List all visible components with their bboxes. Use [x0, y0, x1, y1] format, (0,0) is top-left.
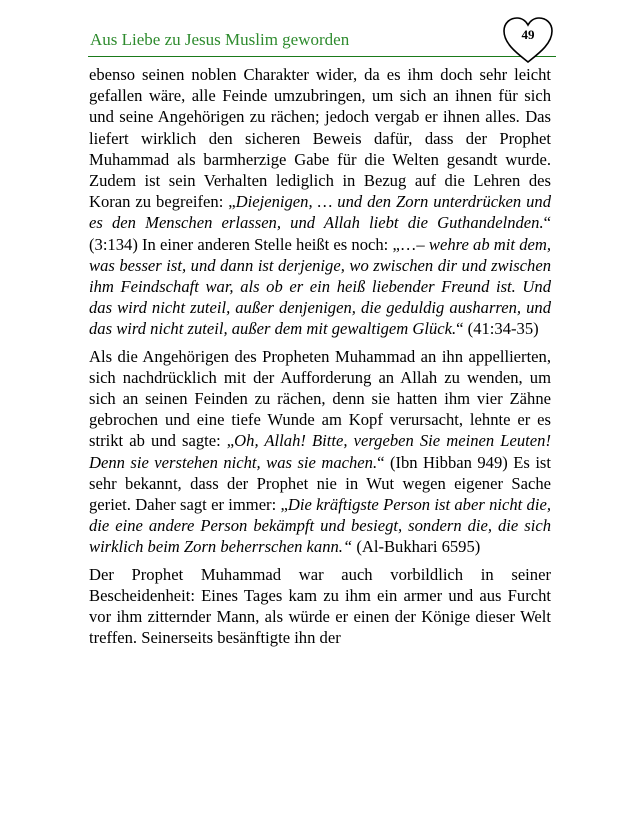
- running-header-title: Aus Liebe zu Jesus Muslim geworden: [90, 30, 350, 49]
- text-span: Als die Angehörigen des Propheten Muhammad an ihn appellierten, sich nachdrücklich mit der Aufforderung an Allah zu wenden, um sich an seinen Feinden zu rächen, denn sie hatten ihm vier Zähne gebrochen und eine tiefe Wunde am Kopf verursacht, lehnte er es strikt ab und sagte: „: [89, 346, 551, 451]
- page-number: 49: [521, 27, 535, 42]
- quote-span: Oh, Allah! Bitte, vergeben Sie meinen Leuten! Denn sie verstehen nicht, was sie machen.: [89, 431, 551, 472]
- text-span: “ (41:34-35): [456, 319, 539, 339]
- page-number-badge: [500, 16, 556, 66]
- body-text: [89, 64, 551, 654]
- header-divider: [88, 56, 556, 57]
- quote-span: Die kräftigste Person ist aber nicht die, die eine andere Person bekämpft und besiegt, sondern die, die sich wirklich beim Zorn beherrschen kann.“: [89, 495, 551, 557]
- text-span: (Al-Bukhari 6595): [352, 537, 481, 557]
- paragraph-3: [89, 564, 551, 649]
- quote-span: wehre ab mit dem, was besser ist, und dann ist derjenige, wo zwischen dir und zwischen ihm Feindschaft war, als ob er ein heiß liebender Freund ist. Und das wird nicht zuteil, außer denjenigen, die geduldig ausharren, und das wird nicht zuteil, außer dem mit gewaltigem Glück.: [89, 234, 551, 339]
- paragraph-2: [89, 346, 551, 558]
- text-span: Der Prophet Muhammad war auch vorbildlich in seiner Bescheidenheit: Eines Tages kam zu ihm ein armer und aus Furcht vor ihm zitternder Mann, als würde er einen der Könige dieser Welt treffen. Seinerseits besänftigte ihn der: [89, 564, 551, 648]
- paragraph-1: [89, 64, 551, 340]
- text-span: “ (Ibn Hibban 949) Es ist sehr bekannt, dass der Prophet nie in Wut wegen eigener Sache geriet. Daher sagt er immer: „: [89, 452, 551, 515]
- text-span: ebenso seinen noblen Charakter wider, da es ihm doch sehr leicht gefallen wäre, alle Feinde umzubringen, um sich an ihnen für sich und seine Angehörigen zu rächen; jedoch vergab er ihnen alles. Das liefert wirklich den sicheren Beweis dafür, dass der Prophet Muhammad als barmherzige Gabe für die Welten gesandt wurde. Zudem ist sein Verhalten lediglich in Bezug auf die Lehren des Koran zu begreifen: „: [89, 65, 551, 212]
- quote-span: Diejenigen, … und den Zorn unterdrücken und es den Menschen erlassen, und Allah liebt die Guthandelnden.: [89, 192, 552, 233]
- text-span: “ (3:134) In einer anderen Stelle heißt es noch: „…–: [89, 213, 551, 254]
